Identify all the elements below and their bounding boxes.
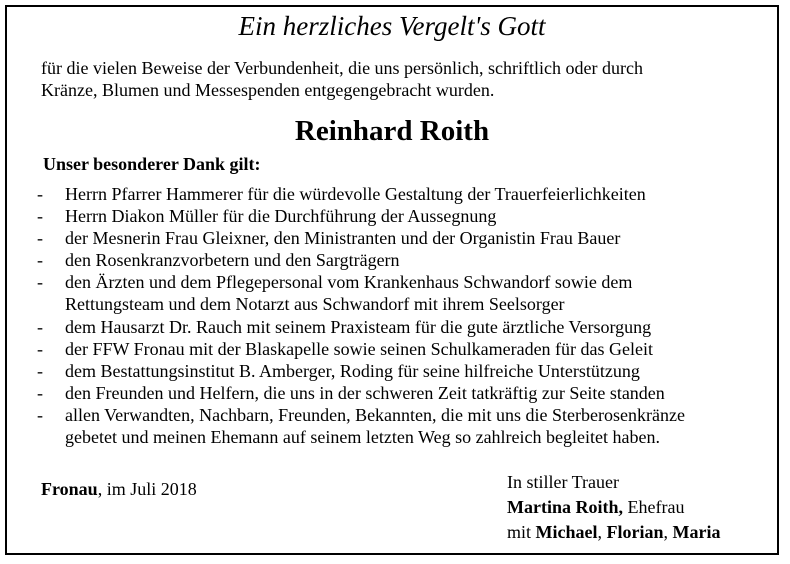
bullet-dash: - — [37, 228, 43, 249]
thanks-item — [37, 360, 777, 382]
thanks-item-line: Rettungsteam und dem Notarzt aus Schwandorf mit ihrem Seelsorger — [65, 294, 565, 315]
signature-intro: In stiller Trauer — [507, 472, 619, 492]
separator: , — [597, 522, 607, 542]
thanks-item-line: den Rosenkranzvorbetern und den Sargträgern — [65, 250, 400, 271]
signature-children — [507, 520, 720, 545]
signature-block — [507, 470, 720, 545]
widow-name: Martina Roith, — [507, 497, 623, 517]
thanks-item-line: Herrn Pfarrer Hammerer für die würdevolle Gestaltung der Trauerfeierlichkeiten — [65, 184, 646, 204]
child-maria: Maria — [672, 522, 721, 542]
thanks-item-line: Herrn Diakon Müller für die Durchführung der Aussegnung — [65, 206, 497, 227]
bullet-dash: - — [37, 338, 43, 359]
thanks-list — [37, 183, 777, 448]
deceased-name: Reinhard Roith — [294, 115, 490, 147]
thanks-item-line: allen Verwandten, Nachbarn, Freunden, Bekannten, die mit uns die Sterberosenkränze — [65, 404, 685, 425]
thanks-item-line: dem Hausarzt Dr. Rauch mit seinem Praxisteam für die gute ärztliche Versorgung — [65, 316, 652, 337]
bullet-dash: - — [37, 206, 43, 227]
date: , im Juli 2018 — [97, 479, 197, 499]
thanks-item — [37, 249, 777, 271]
bullet-dash: - — [37, 316, 43, 337]
place: Fronau — [41, 479, 98, 499]
thanks-item — [37, 404, 777, 448]
intro-line-2: Kränze, Blumen und Messespenden entgegengebracht wurden. — [41, 80, 495, 100]
thanks-title: Unser besonderer Dank gilt: — [43, 154, 261, 174]
child-michael: Michael — [535, 522, 598, 542]
separator: , — [663, 522, 673, 542]
thanks-item-line: der FFW Fronau mit der Blaskapelle sowie seinen Schulkameraden für das Geleit — [65, 338, 654, 359]
bullet-dash: - — [37, 184, 43, 204]
thanks-item-line: den Freunden und Helfern, die uns in der schweren Zeit tatkräftig zur Seite standen — [65, 382, 665, 403]
intro-text — [41, 57, 761, 101]
with-text: mit — [507, 522, 536, 542]
thanks-item — [37, 382, 777, 404]
bullet-dash: - — [37, 250, 43, 271]
thanks-item — [37, 227, 777, 249]
intro-line-1: für die vielen Beweise der Verbundenheit, die uns persönlich, schriftlich oder durch — [41, 58, 643, 78]
place-date — [41, 478, 197, 500]
thanks-item-line: gebetet und meinen Ehemann auf seinem letzten Weg so zahlreich begleitet haben. — [65, 427, 660, 448]
thanks-item-line: dem Bestattungsinstitut B. Amberger, Roding für seine hilfreiche Unterstützung — [65, 360, 640, 381]
thanks-item — [37, 183, 777, 205]
thanks-item-line: den Ärzten und dem Pflegepersonal vom Krankenhaus Schwandorf sowie dem — [65, 272, 633, 293]
bullet-dash: - — [37, 382, 43, 403]
thanks-heading: Ein herzliches Vergelt's Gott — [238, 11, 546, 41]
bullet-dash: - — [37, 404, 43, 425]
thanks-item — [37, 338, 777, 360]
widow-relation: Ehefrau — [623, 497, 685, 517]
obituary-card — [5, 5, 779, 555]
thanks-item-line: der Mesnerin Frau Gleixner, den Ministranten und der Organistin Frau Bauer — [65, 228, 621, 249]
child-florian: Florian — [606, 522, 664, 542]
thanks-item — [37, 316, 777, 338]
bullet-dash: - — [37, 360, 43, 381]
thanks-item — [37, 205, 777, 227]
signature-widow — [507, 495, 720, 520]
bullet-dash: - — [37, 272, 43, 293]
thanks-item — [37, 271, 777, 315]
